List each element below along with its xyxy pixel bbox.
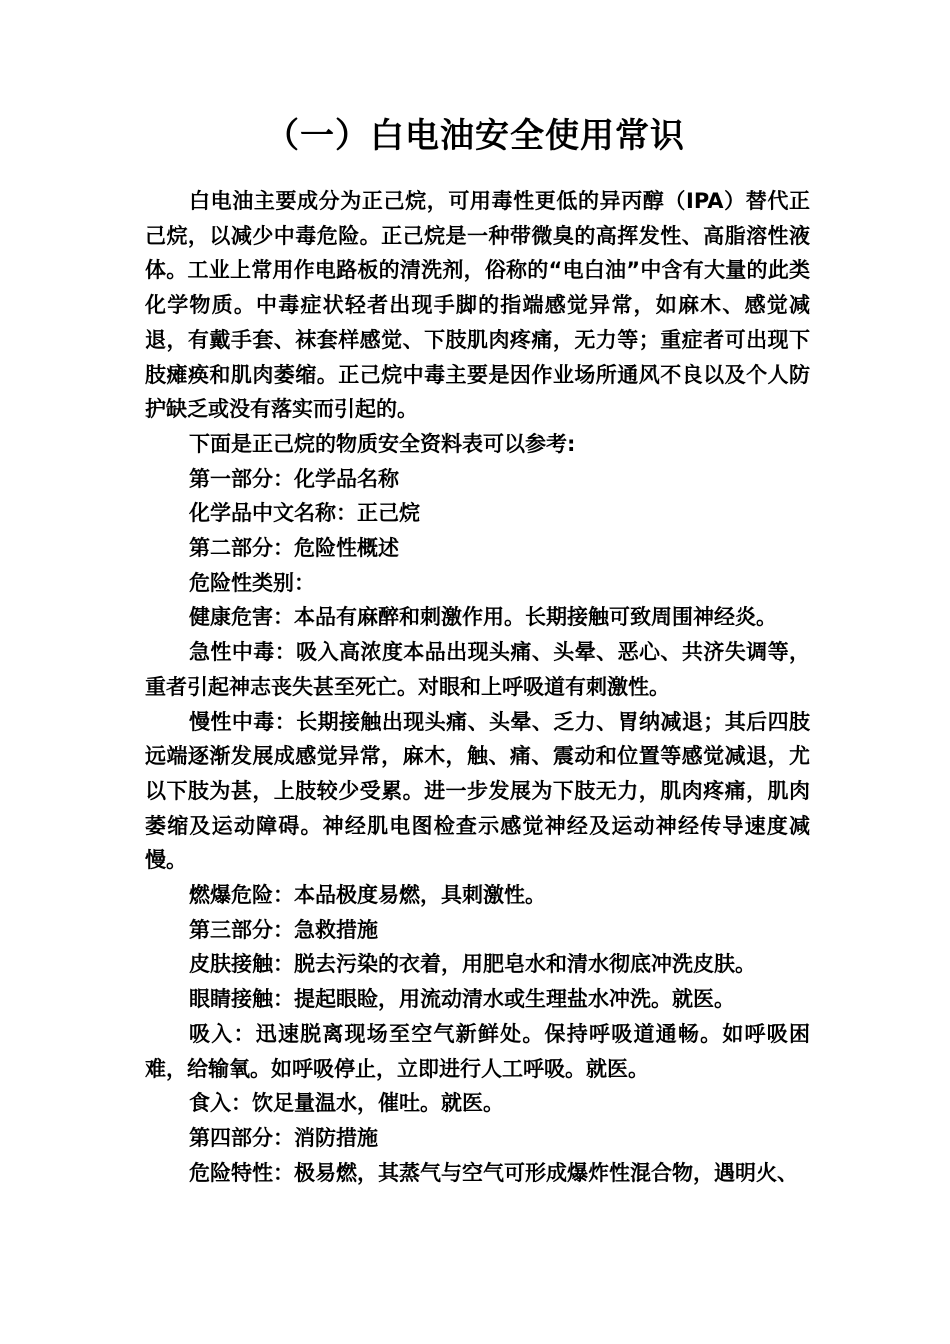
section-heading-part-4: 第四部分：消防措施 — [189, 1125, 378, 1150]
document-body — [145, 184, 810, 1190]
document-title: （一）白电油安全使用常识 — [265, 116, 685, 156]
section-heading-part-1: 第一部分：化学品名称 — [189, 466, 399, 491]
paragraph-hazard-characteristics: 危险特性：极易燃，其蒸气与空气可形成爆炸性混合物，遇明火、 — [189, 1160, 798, 1185]
paragraph-ingestion: 食入：饮足量温水，催吐。就医。 — [189, 1091, 504, 1116]
paragraph-fire-explosion: 燃爆危险：本品极度易燃，具刺激性。 — [189, 883, 546, 908]
section-heading-part-2: 第二部分：危险性概述 — [189, 536, 399, 561]
paragraph-skin-contact: 皮肤接触：脱去污染的衣着，用肥皂水和清水彻底冲洗皮肤。 — [189, 952, 756, 977]
section-heading-part-3: 第三部分：急救措施 — [189, 917, 378, 942]
paragraph-inhalation: 吸入：迅速脱离现场至空气新鲜处。保持呼吸道通畅。如呼吸困难，给输氧。如呼吸停止，立即进行人工呼吸。就医。 — [145, 1021, 810, 1081]
paragraph-reference-note: 下面是正己烷的物质安全资料表可以参考: — [189, 431, 576, 456]
paragraph-chemical-name: 化学品中文名称：正己烷 — [189, 501, 420, 526]
paragraph-chronic-poisoning: 慢性中毒：长期接触出现头痛、头晕、乏力、胃纳减退；其后四肢远端逐渐发展成感觉异常，麻木，触、痛、震动和位置等感觉减退，尤以下肢为甚，上肢较少受累。进一步发展为下肢无力，肌肉疼痛，肌肉萎缩及运动障碍。神经肌电图检查示感觉神经及运动神经传导速度减慢。 — [145, 709, 810, 873]
paragraph-eye-contact: 眼睛接触：提起眼睑，用流动清水或生理盐水冲洗。就医。 — [189, 987, 735, 1012]
paragraph-health-hazard: 健康危害：本品有麻醉和刺激作用。长期接触可致周围神经炎。 — [189, 605, 777, 630]
paragraph-hazard-category: 危险性类别： — [189, 570, 315, 595]
paragraph-acute-poisoning: 急性中毒：吸入高浓度本品出现头痛、头晕、恶心、共济失调等，重者引起神志丧失甚至死亡。对眼和上呼吸道有刺激性。 — [145, 640, 810, 699]
paragraph-intro: 白电油主要成分为正己烷，可用毒性更低的异丙醇（IPA）替代正己烷，以减少中毒危险。正己烷是一种带微臭的高挥发性、高脂溶性液体。工业上常用作电路板的清洗剂，俗称的“电白油”中含有大量的此类化学物质。中毒症状轻者出现手脚的指端感觉异常，如麻木、感觉减退，有戴手套、袜套样感觉、下肢肌肉疼痛，无力等；重症者可出现下肢瘫痪和肌肉萎缩。正己烷中毒主要是因作业场所通风不良以及个人防护缺乏或没有落实而引起的。 — [145, 189, 810, 422]
